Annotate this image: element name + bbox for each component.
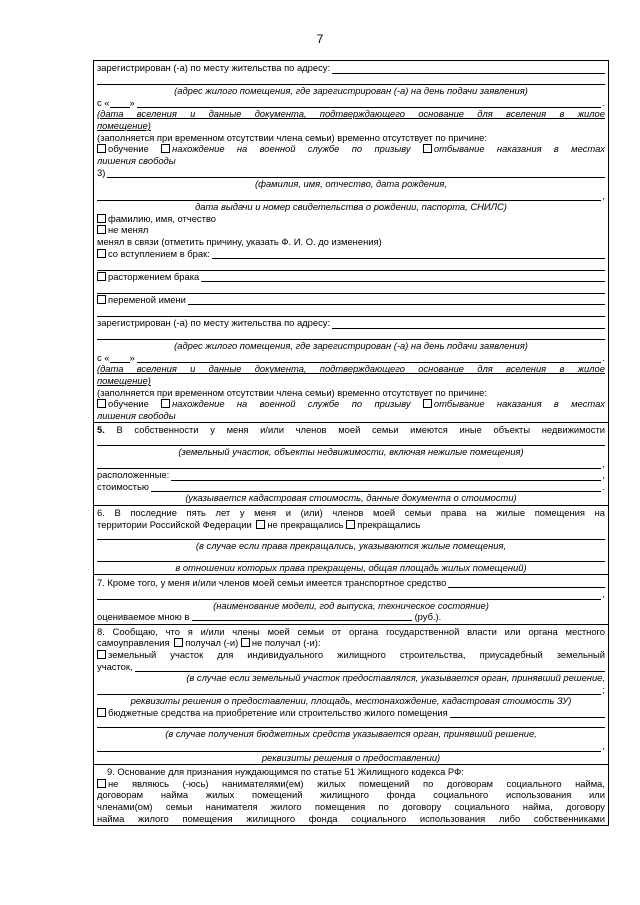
registered-address-row: зарегистрирован (-а) по месту жительства по адресу: [97, 62, 605, 74]
section6-field-2[interactable] [97, 552, 605, 562]
date-caption-3: (дата вселения и данные документа, подтверждающего основание для вселения в жилое [97, 363, 605, 375]
land-checkbox[interactable] [97, 650, 106, 659]
land-caption-1: (в случае если земельный участок предоставлялся, указывается орган, принявший решение, [186, 672, 605, 684]
vehicle-value-field[interactable] [192, 612, 412, 621]
name-change-field-2[interactable] [97, 308, 605, 317]
person3-doc-field[interactable] [97, 192, 601, 201]
fio-checkbox[interactable] [97, 214, 106, 223]
divorce-field-2[interactable] [97, 285, 605, 294]
section6-text-1: 6. В последние пять лет у меня и (или) членов моей семьи права на жилые помещения на [97, 506, 605, 518]
family-member-section: зарегистрирован (-а) по месту жительства по адресу: (адрес жилого помещения, где зарегистрирован (-а) на день подачи заявления) с « » . (дата вселения и данные документа, подтверждающего основание для вселения в жилое помещение) (заполняется при временном отсутствии члена семьи) временно отсутствует по причине: обучение нахождение на военной службе по призыву отбывание наказания в местах лишения свободы 3) (фамилия, имя, отчество, дата рождения, , дата выдачи и номер свидетельства о рождении, паспорта, СНИЛС) фамилию, имя, отчество не менял менял в связи (отметить причину, указать Ф. И. О. до изменения) со вступлением в брак: расторжением брака переменой имени зарегистрирован (-а) по месту жительства по адресу: (адрес жилого помещения, где зарегистрирован (-а) на день подачи заявления) с « » . (дата вселения и данные документа, подтверждающего основание для вселения в жилое помещение) (заполняется при временном отсутствии члена семьи) временно отсутствует по причине: обучение нахождение на военной службе по призыву отбывание наказания в местах лишения свободы [97, 62, 605, 421]
absence-options-row: обучение нахождение на военной службе по призыву отбывание наказания в местах [97, 143, 605, 155]
person3-name-row: 3) [97, 166, 605, 178]
received-checkbox[interactable] [174, 638, 183, 647]
section5-field-2[interactable] [97, 460, 601, 469]
military-checkbox-2[interactable] [161, 399, 170, 408]
military-checkbox[interactable] [161, 144, 170, 153]
section5-text: 5. В собственности у меня и/или членов моей семьи имеются иные объекты недвижимости [97, 424, 605, 436]
section5-caption: (земельный участок, объекты недвижимости, включая нежилые помещения) [178, 446, 524, 457]
date-caption-4: помещение) [97, 375, 151, 387]
person3-name-field[interactable] [107, 169, 605, 178]
registered-address-field[interactable] [332, 65, 605, 74]
section9-text: 9. Основание для признания нуждающимся по статье 51 Жилищного кодекса РФ: [107, 766, 464, 778]
section-8: 8. Сообщаю, что я и/или члены моей семьи от органа государственной власти или органа местного самоуправления получал (-и) не получал (-и): земельный участок для индивидуального жилищного строительства, приусадебный земельный участок, (в случае если земельный участок предоставлялся, указывается орган, принявший решение, ; реквизиты решения о предоставлении, площадь, местонахождение, кадастровая стоимость ЗУ) бюджетные средства на приобретение или строительство жилого помещения (в случае получения бюджетных средств указывается орган, принявший решение, , реквизиты решения о предоставлении) [94, 624, 608, 765]
ceased-checkbox[interactable] [346, 520, 355, 529]
not-changed-checkbox[interactable] [97, 225, 106, 234]
registered-address-row-2: зарегистрирован (-а) по месту жительства по адресу: [97, 317, 605, 329]
page-number: 7 [316, 32, 324, 46]
section-6: 6. В последние пять лет у меня и (или) членов моей семьи права на жилые помещения на территории Российской Федерации не прекращались прекращались (в случае если права прекращались, указываются жилые помещения, в отношении которых права прекращены, общая площадь жилых помещений) [94, 505, 608, 574]
not-received-checkbox[interactable] [241, 638, 250, 647]
marriage-checkbox[interactable] [97, 249, 106, 258]
section-7: 7. Кроме того, у меня и/или членов моей семьи имеется транспортное средство , (наименование модели, год выпуска, техническое состояние) оцениваемое мною в (руб.). [94, 574, 608, 623]
section6-caption-2: в отношении которых права прекращены, общая площадь жилых помещений) [175, 561, 527, 573]
not-tenant-checkbox[interactable] [97, 779, 106, 788]
date-from-row-2: с « » . [97, 352, 605, 364]
registered-address-field-3[interactable] [332, 320, 605, 329]
application-form [93, 60, 609, 826]
prison-line-2: лишения свободы [97, 154, 176, 166]
land-field-2[interactable] [97, 686, 601, 695]
study-checkbox-2[interactable] [97, 399, 106, 408]
name-change-field[interactable] [188, 296, 605, 305]
budget-field-2[interactable] [97, 718, 605, 728]
person3-name-caption: (фамилия, имя, отчество, дата рождения, [255, 177, 447, 189]
absence-options-row-2: обучение нахождение на военной службе по призыву отбывание наказания в местах [97, 398, 605, 410]
section5-field[interactable] [97, 436, 605, 446]
prison-checkbox[interactable] [423, 144, 432, 153]
date-from-row: с « » . [97, 96, 605, 108]
budget-checkbox[interactable] [97, 708, 106, 717]
registered-address-field-4[interactable] [97, 331, 605, 340]
land-caption-2: реквизиты решения о предоставлении, площадь, местонахождение, кадастровая стоимость ЗУ) [130, 695, 572, 707]
person3-doc-caption: дата выдачи и номер свидетельства о рождении, паспорта, СНИЛС) [195, 201, 507, 213]
section9-line-3: членами(ом) семьи нанимателя жилого помещения по договору социального найма, договору [97, 801, 605, 813]
divorce-checkbox[interactable] [97, 272, 106, 281]
section6-field[interactable] [97, 530, 605, 540]
cost-field[interactable] [151, 483, 602, 492]
section6-caption-1: (в случае если права прекращались, указываются жилые помещения, [195, 540, 507, 552]
section-9: 9. Основание для признания нуждающимся по статье 51 Жилищного кодекса РФ: не являюсь (-юсь) нанимателями(ем) жилых помещений по договорам социального найма, договорам найма жилых помещений жилищного фонда социального использования или членами(ом) семьи нанимателя жилого помещения по договору социального найма, договору найма жилого помещения жилищного фонда социального использования либо собственниками [94, 764, 608, 825]
divorce-field[interactable] [201, 273, 605, 282]
changed-note: менял в связи (отметить причину, указать Ф. И. О. до изменения) [97, 235, 382, 247]
section7-caption: (наименование модели, год выпуска, техническое состояние) [213, 599, 489, 611]
study-checkbox[interactable] [97, 144, 106, 153]
date-day-field-2[interactable] [110, 354, 130, 363]
address-caption-2: (адрес жилого помещения, где зарегистрирован (-а) на день подачи заявления) [174, 340, 528, 352]
name-change-checkbox[interactable] [97, 295, 106, 304]
section9-line-2: договорам найма жилых помещений жилищного фонда социального использования или [97, 789, 605, 801]
located-field[interactable] [171, 472, 601, 481]
budget-caption-2: реквизиты решения о предоставлении) [261, 751, 441, 763]
date-day-field[interactable] [110, 99, 130, 108]
section8-text-1: 8. Сообщаю, что я и/или члены моей семьи от органа государственной власти или органа местного [97, 625, 605, 637]
cost-caption: (указывается кадастровая стоимость, данные документа о стоимости) [185, 492, 517, 504]
not-ceased-checkbox[interactable] [256, 520, 265, 529]
date-caption-2: помещение) [97, 119, 151, 131]
budget-caption-1: (в случае получения бюджетных средств указывается орган, принявший решение, [165, 728, 537, 740]
marriage-field[interactable] [212, 250, 605, 259]
budget-field-3[interactable] [97, 743, 601, 752]
land-field[interactable] [135, 663, 605, 672]
section-5: 5. В собственности у меня и/или членов моей семьи имеются иные объекты недвижимости (земельный участок, объекты недвижимости, включая нежилые помещения) , расположенные: , стоимостью . (указывается кадастровая стоимость, данные документа о стоимости) [94, 422, 608, 505]
date-from-field-2[interactable] [137, 354, 602, 363]
address-caption: (адрес жилого помещения, где зарегистрирован (-а) на день подачи заявления) [174, 85, 528, 97]
registered-address-field-2[interactable] [97, 76, 605, 85]
vehicle-field-2[interactable] [97, 591, 601, 600]
prison-line-2b: лишения свободы [97, 409, 176, 421]
vehicle-field[interactable] [448, 579, 605, 588]
prison-checkbox-2[interactable] [423, 399, 432, 408]
marriage-field-2[interactable] [97, 262, 605, 271]
section9-line-4: найма жилого помещения жилищного фонда социального использования либо собственниками [97, 812, 605, 824]
date-caption-1: (дата вселения и данные документа, подтверждающего основание для вселения в жилое [97, 108, 605, 120]
absence-note: (заполняется при временном отсутствии члена семьи) временно отсутствует по причине: [97, 131, 487, 143]
date-from-field[interactable] [137, 99, 602, 108]
absence-note-2: (заполняется при временном отсутствии члена семьи) временно отсутствует по причине: [97, 386, 487, 398]
budget-field[interactable] [450, 709, 605, 718]
